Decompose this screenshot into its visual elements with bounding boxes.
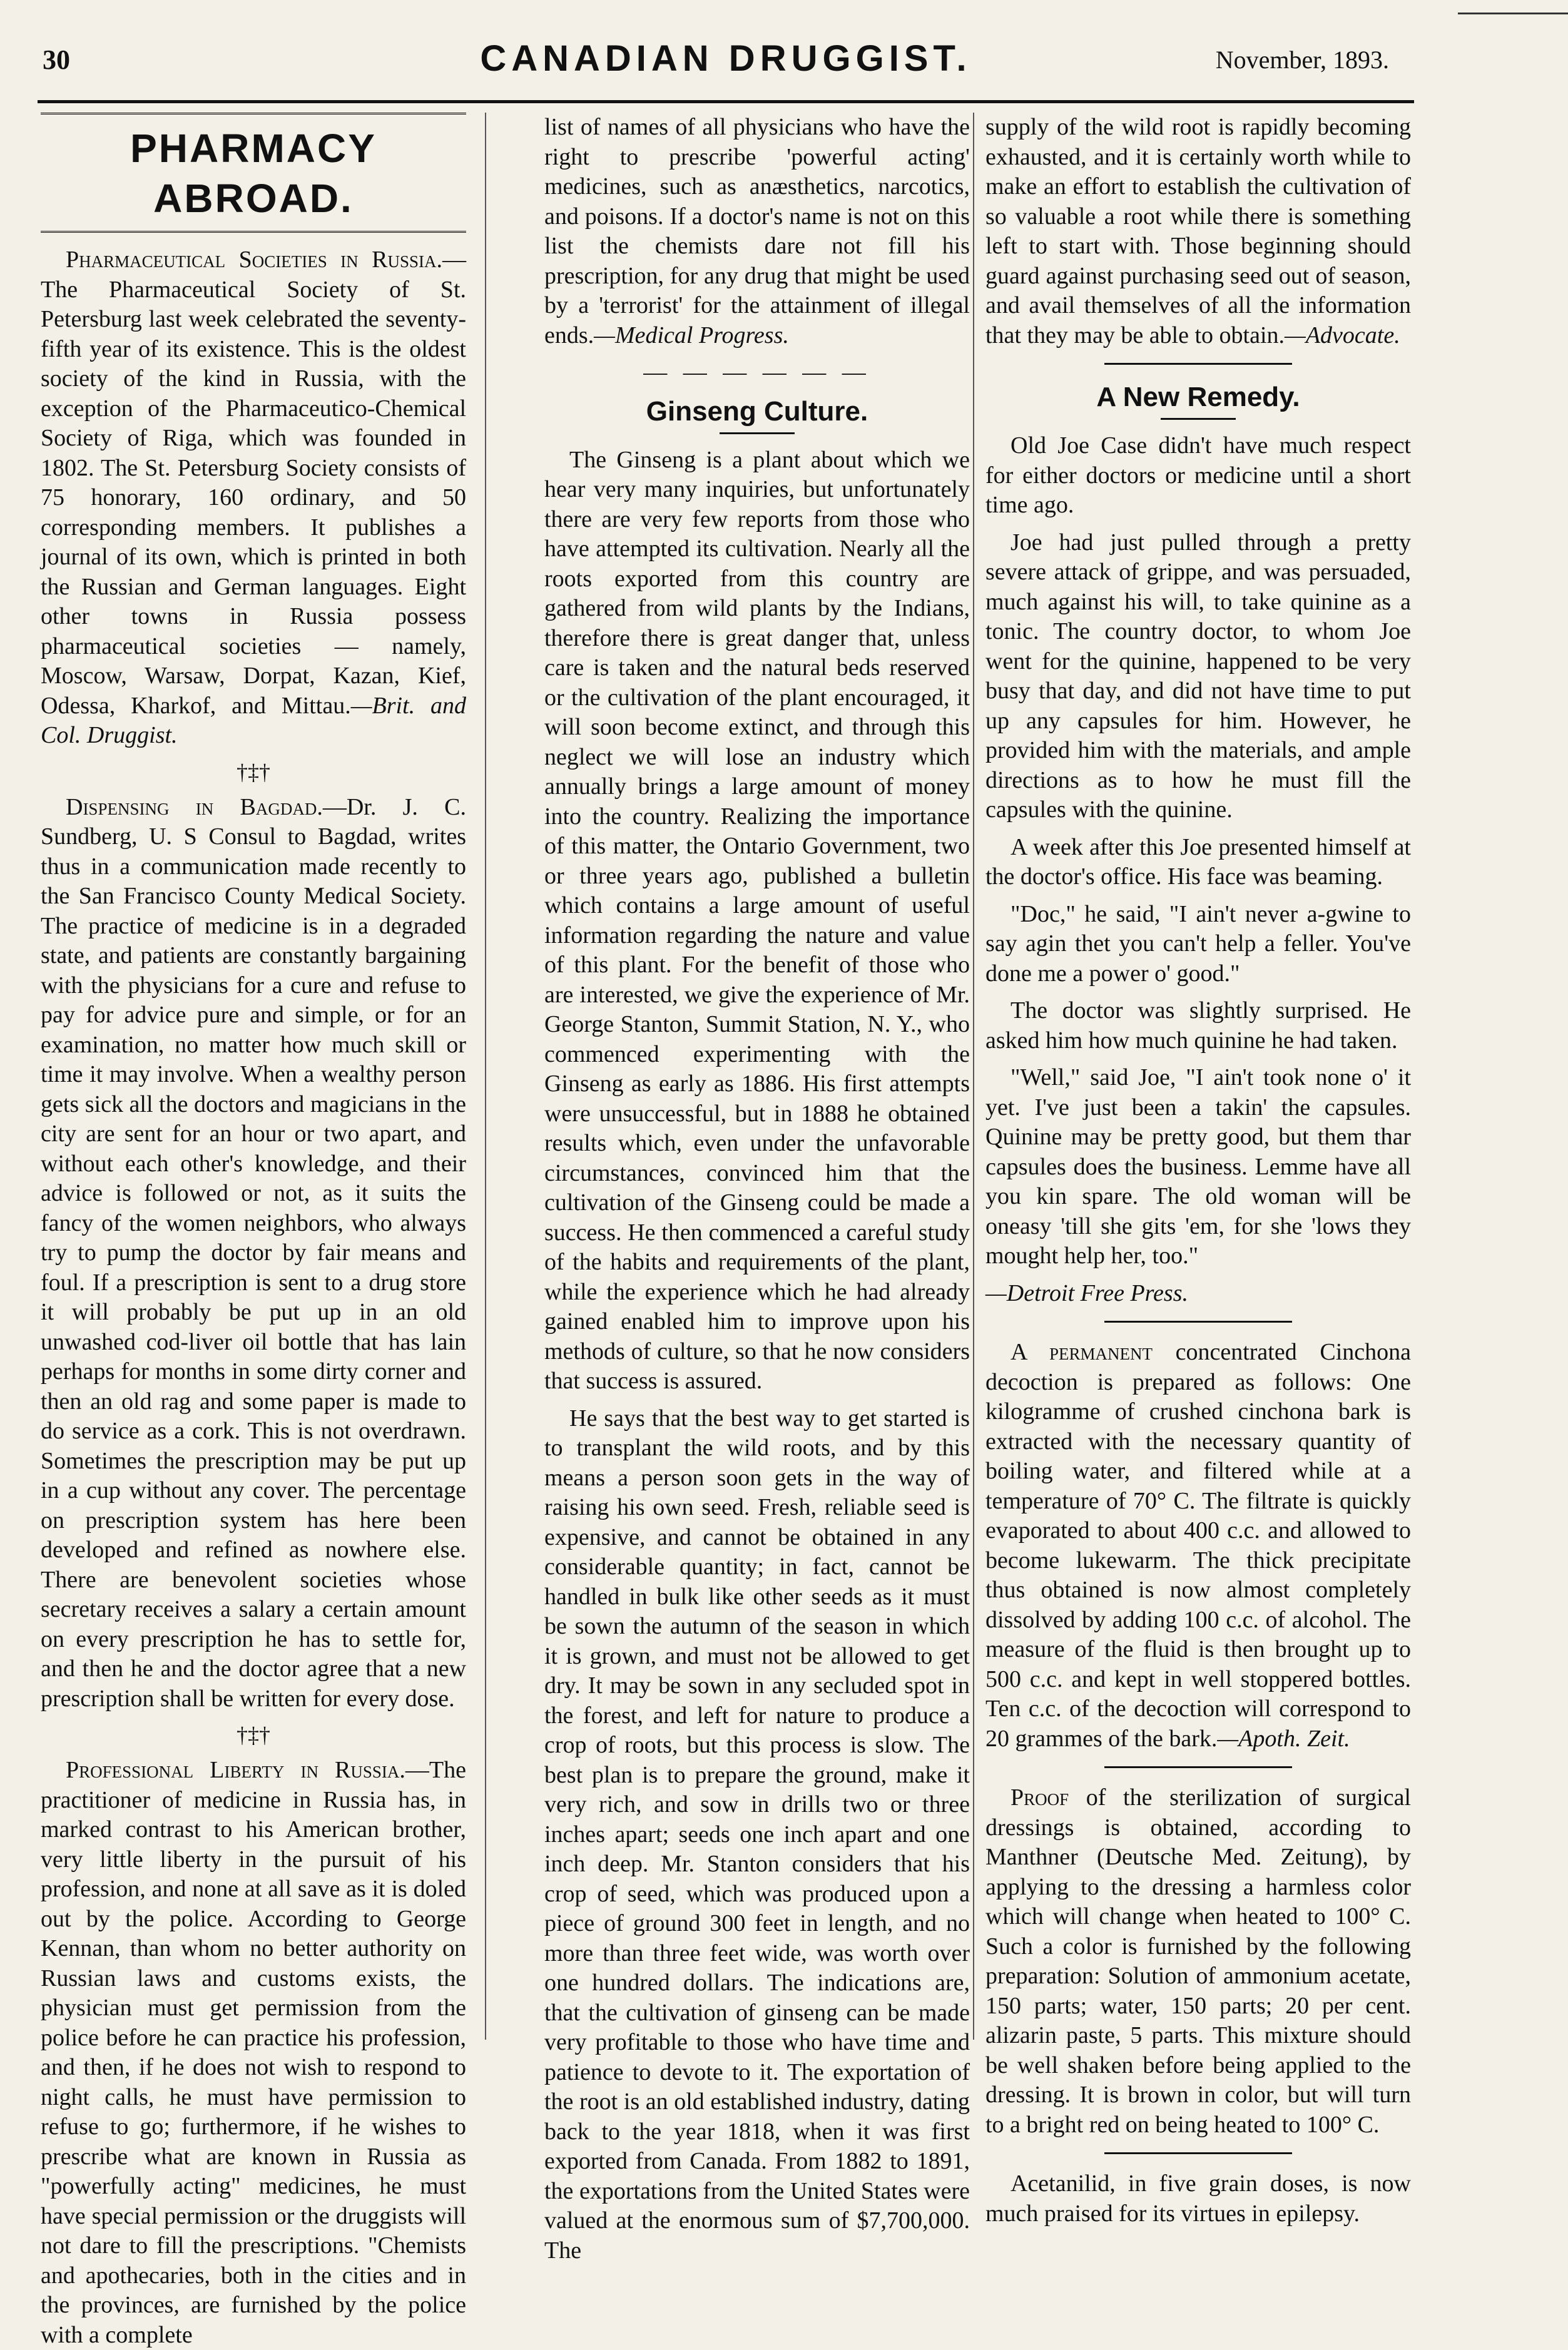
ginseng-heading: Ginseng Culture.: [646, 395, 868, 427]
dash-rule: — — — — — —: [643, 359, 871, 385]
article-sterilization-proof: [985, 1783, 1411, 2140]
section-rule: [1104, 1321, 1292, 1323]
section-rule: [1104, 1766, 1292, 1768]
corner-rule: [1458, 13, 1568, 14]
article-professional-liberty: [41, 1756, 466, 2350]
ginseng-paragraph: He says that the best way to get started is to transplant the wild roots, and by this means a person soon gets in the way of raising his own seed. Fresh, reliable seed is expensive, and cannot be obtained in any considerable quantity; in fact, cannot be handled in bulk like other seeds as it must be sown the autumn of the season in which it is grown, and must not be allowed to get dry. It may be sown in any secluded spot in the forest, and left for nature to produce a crop of roots, but this process is slow. The best plan is to prepare the ground, make it very rich, and sow in drills two or three inches apart; seeds one inch apart and one inch deep. Mr. Stanton considers that his crop of seed, which was produced upon a piece of ground 300 feet in length, and no more than three feet wide, was worth over one hundred dollars. The indications are, that the cultivation of ginseng can be made very profitable to those who have time and patience to devote to it. The exportation of the root is an old established industry, dating back to the year 1818, when it was first exported from Canada. From 1882 to 1891, the exportations from the United States were valued at the enormous sum of $7,700,000. The: [544, 1405, 970, 2264]
column-divider: [973, 113, 974, 2040]
article-body: of the sterilization of surgical dressings is obtained, according to Manthner (Deutsche Med. Zeitung), by applying to the dressing a harmless color which will change when heated to 100° C. Such a color is furnished by the following preparation: Solution of ammonium acetate, 150 parts; water, 150 parts; 20 per cent. alizarin paste, 5 parts. This mixture should be well shaken before being applied to the dressing. It is brown in color, but will turn to a bright red on being heated to 100° C.: [985, 1784, 1411, 2138]
heading-rule: [1161, 418, 1236, 420]
article-lead: Dispensing in Bagdad.: [66, 793, 323, 820]
article-body: concentrated Cinchona decoction is prepared as follows: One kilogramme of crushed cinchona bark is extracted with the necessary quantity of boiling water, and filtered while at a temperature of 70° C. The filtrate is quickly evaporated to about 400 c.c. and allowed to become lukewarm. The thick precipitate thus obtained is now almost completely dissolved by adding 100 c.c. of alcohol. The measure of the fluid is then brought up to 500 c.c. and kept in well stoppered bottles. Ten c.c. of the decoction will correspond to 20 grammes of the bark.: [985, 1339, 1411, 1752]
article-body: "Well," said Joe, "I ain't took none o' it yet. I've just been a takin' the capsules. Quinine may be pretty good, but them thar capsules does the business. Lemme have all you kin spare. The old woman will be oneasy 'till she gits 'em, for she 'lows they mought help her, too.": [985, 1064, 1411, 1269]
article-source: —Detroit Free Press.: [985, 1279, 1189, 1306]
article-continuation: [985, 113, 1411, 350]
remedy-paragraph: [985, 1063, 1411, 1271]
column-1: [41, 113, 467, 2348]
header-rule: [38, 100, 1414, 103]
ornament-divider: †‡†: [237, 1722, 270, 1747]
page-number: 30: [43, 44, 70, 75]
article-lead: A permanent: [1011, 1339, 1153, 1365]
remedy-paragraph: A week after this Joe presented himself at the doctor's office. His face was beaming.: [985, 833, 1411, 890]
remedy-paragraph: Old Joe Case didn't have much respect for either doctors or medicine until a short time ago.: [985, 432, 1411, 518]
section-rule: [1104, 363, 1292, 365]
article-lead: Pharmaceutical Societies in Russia.: [66, 247, 442, 273]
column-divider: [485, 113, 486, 2040]
article-source: —Medical Progress.: [594, 322, 789, 348]
article-cinchona: [985, 1338, 1411, 1754]
section-title: PHARMACY ABROAD.: [41, 113, 466, 233]
heading-rule: [720, 432, 795, 434]
article-body: —The practitioner of medicine in Russia has, in marked contrast to his American brother, very little liberty in the pursuit of his profession, and none at all save as it is doled out by the police. According to George Kennan, than whom no better authority on Russian laws and customs exists, the physician must get permission from the police before he can practice his profession, and then, if he does not wish to respond to night calls, he must have permission to refuse to go; furthermore, if he wishes to prescribe what are known in Russia as "powerfully acting" medicines, he must have special permission or the druggists will not dare to fill the prescriptions. "Chemists and apothecaries, both in the cities and in the provinces, are furnished by the police with a complete: [41, 1757, 466, 2348]
page-header: [38, 30, 1414, 99]
remedy-paragraph: "Doc," he said, "I ain't never a-gwine to say agin thet you can't help a feller. You've done me a power o' good.": [985, 900, 1411, 987]
remedy-paragraph: The doctor was slightly surprised. He asked him how much quinine he had taken.: [985, 997, 1411, 1054]
article-source: —Apoth. Zeit.: [1217, 1725, 1350, 1752]
article-body: —The Pharmaceutical Society of St. Petersburg last week celebrated the seventy-fifth year of its existence. This is the oldest society of the kind in Russia, with the exception of the Pharmaceutico-Chemical Society of Riga, which was founded in 1802. The St. Petersburg Society consists of 75 honorary, 160 ordinary, and 50 corresponding members. It publishes a journal of its own, which is printed in both the Russian and German languages. Eight other towns in Russia possess pharmaceutical societies — namely, Moscow, Warsaw, Dorpat, Kazan, Kief, Odessa, Kharkof, and Mittau.: [41, 247, 466, 719]
column-3: [985, 113, 1411, 2227]
article-acetanilid: Acetanilid, in five grain doses, is now much praised for its virtues in epilepsy.: [985, 2170, 1411, 2227]
article-source: —Advocate.: [1285, 322, 1400, 348]
article-pharmaceutical-societies: [41, 245, 466, 751]
ornament-divider: †‡†: [237, 759, 270, 785]
article-lead: Proof: [1011, 1784, 1069, 1811]
ginseng-paragraph: The Ginseng is a plant about which we hear very many inquiries, but unfortunately there are very few reports from those who have attempted its cultivation. Nearly all the roots exported from this country are gathered from wild plants by the Indians, therefore there is great danger that, unless care is taken and the natural beds reserved or the cultivation of the plant encouraged, it will soon become extinct, and through this neglect we will lose an industry which annually brings a large amount of money into the country. Realizing the importance of this matter, the Ontario Government, two or three years ago, published a bulletin which contains a large amount of useful information regarding the nature and value of this plant. For the benefit of those who are interested, we give the experience of Mr. George Stanton, Summit Station, N. Y., who commenced experimenting with the Ginseng as early as 1886. His first attempts were unsuccessful, but in 1888 he obtained results which, even under the unfavorable circumstances, convinced him that the cultivation of the Ginseng could be made a success. He then commenced a careful study of the habits and requirements of the plant, while the experience which he had already gained enabled him to improve upon his methods of culture, so that he now considers that success is assured.: [544, 446, 970, 1394]
article-lead: Professional Liberty in Russia.: [66, 1757, 405, 1783]
article-body: list of names of all physicians who have the right to prescribe 'powerful acting' medicines, such as anæsthetics, narcotics, and poisons. If a doctor's name is not on this list the chemists dare not fill his prescription, for any drug that might be used by a 'terrorist' for the attainment of illegal ends.: [544, 114, 970, 348]
article-body: —Dr. J. C. Sundberg, U. S Consul to Bagdad, writes thus in a communication made recently to the San Francisco County Medical Society. The practice of medicine is in a degraded state, and patients are constantly bargaining with the physicians for a cure and refuse to pay for advice pure and simple, or for an examination, no matter how much skill or time it may involve. When a wealthy person gets sick all the doctors and magicians in the city are sent for an hour or two apart, and without each other's knowledge, and their advice is followed or not, as it suits the fancy of the women neighbors, who always try to pump the doctor by fair means and foul. If a prescription is sent to a drug store it will probably be put up in an old unwashed cod-liver oil bottle that has lain perhaps for months in some dirty corner and then an old rag and some paper is made to do service as a cork. This is not overdrawn. Sometimes the prescription may be put up in a cup without any cover. The percentage on prescription system has here been developed and refined as nowhere else. There are benevolent societies whose secretary receives a salary a certain amount on every prescription he has to settle for, and then he and the doctor agree that a new prescription shall be written for every dose.: [41, 793, 466, 1712]
article-source: —Brit. and Col. Druggist.: [41, 692, 467, 748]
remedy-heading: A New Remedy.: [1096, 382, 1300, 412]
issue-date: November, 1893.: [1215, 46, 1389, 74]
column-2: [544, 113, 970, 2264]
article-continuation: [544, 113, 970, 350]
publication-title: CANADIAN DRUGGIST.: [480, 38, 972, 79]
remedy-paragraph: Joe had just pulled through a pretty severe attack of grippe, and was persuaded, much against his will, to take quinine as a tonic. The country doctor, to whom Joe went for the quinine, happened to be very busy that day, and did not have time to put up any capsules for him. However, he provided him with the materials, and ample directions as to how he must fill the capsules with the quinine.: [985, 529, 1411, 823]
article-dispensing-bagdad: [41, 793, 466, 1714]
section-rule: [1104, 2152, 1292, 2154]
article-body: supply of the wild root is rapidly becoming exhausted, and it is certainly worth while to make an effort to establish the cultivation of so valuable a root while there is something left to start with. Those beginning should guard against purchasing seed out of season, and avail themselves of all the information that they may be able to obtain.: [985, 114, 1411, 348]
